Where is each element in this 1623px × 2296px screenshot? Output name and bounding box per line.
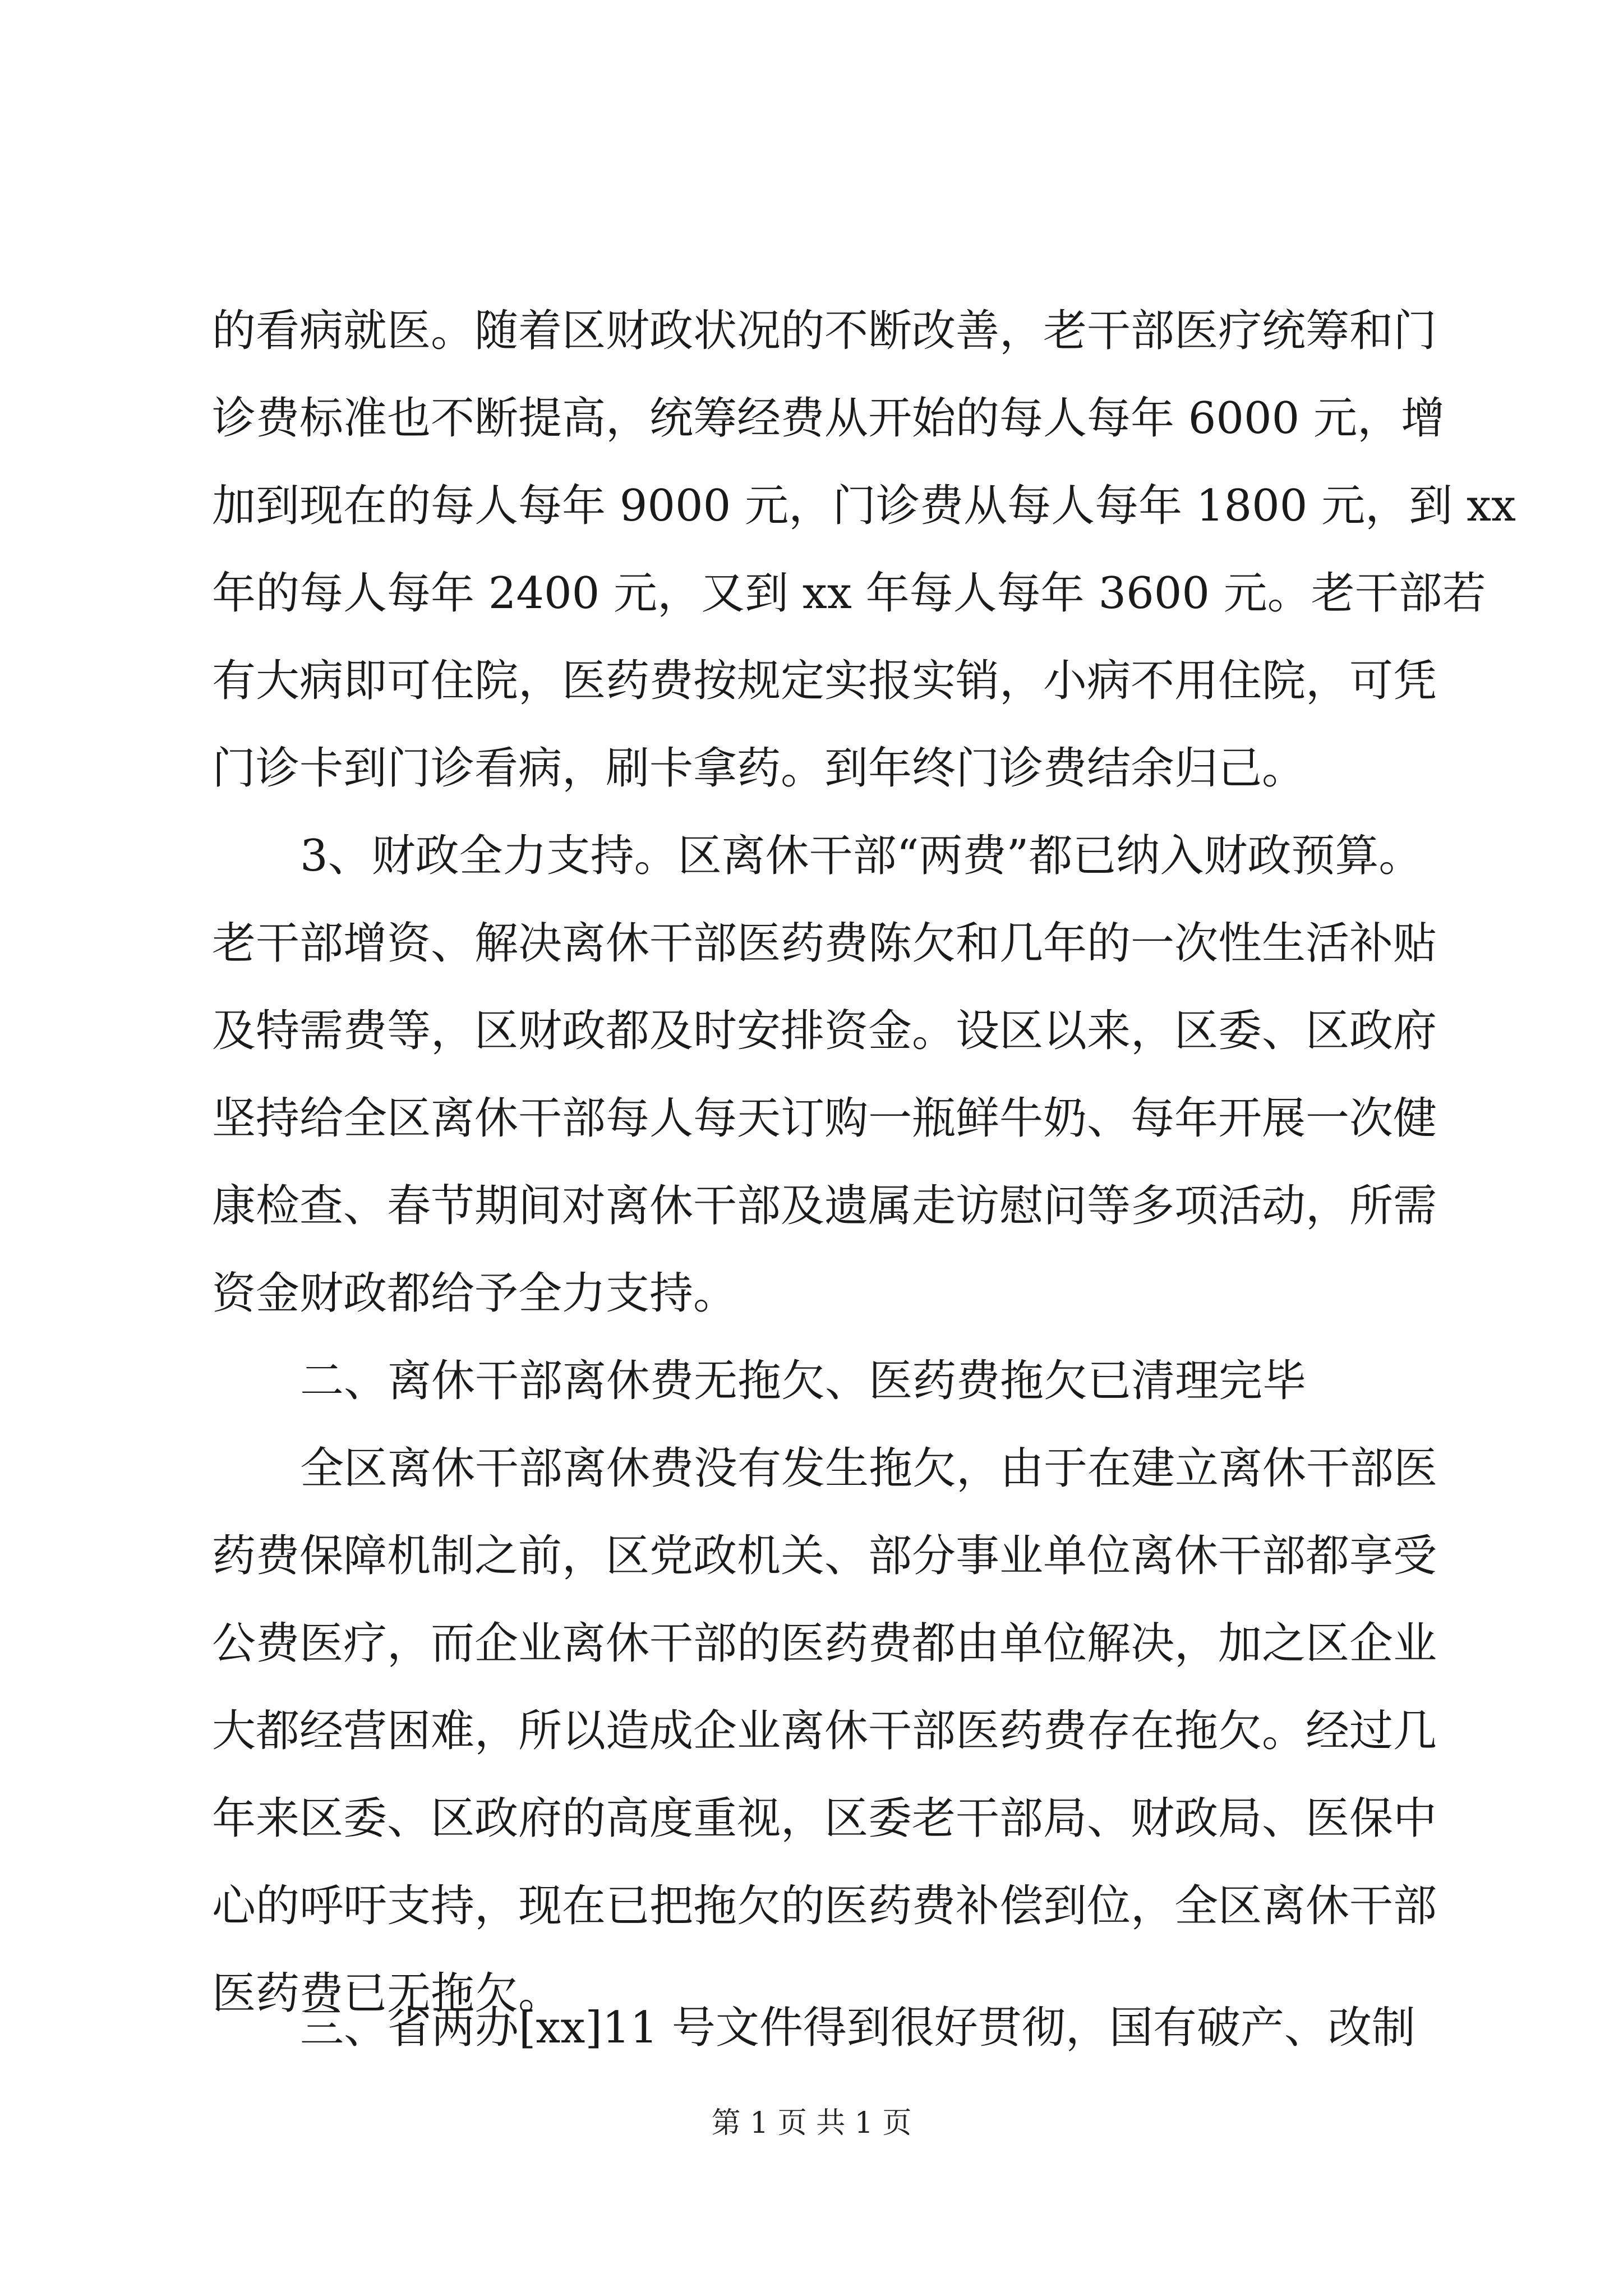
section-2-heading: 二、离休干部离休费无拖欠、医药费拖欠已清理完毕	[300, 1356, 1307, 1406]
body-line-6: 门诊卡到门诊看病，刷卡拿药。到年终门诊费结余归己。	[212, 743, 1306, 794]
body-line-16: 公费医疗，而企业离休干部的医药费都由单位解决，加之区企业	[212, 1618, 1437, 1669]
page-footer: 第 1 页 共 1 页	[711, 2106, 912, 2140]
body-line-20: 医药费已无拖欠。	[212, 1968, 562, 2019]
body-line-8: 老干部增资、解决离休干部医药费陈欠和几年的一次性生活补贴	[212, 918, 1437, 969]
body-line-19: 心的呼吁支持，现在已把拖欠的医药费补偿到位，全区离休干部	[212, 1881, 1437, 1931]
body-line-1: 的看病就医。随着区财政状况的不断改善，老干部医疗统筹和门	[212, 306, 1437, 356]
body-line-2: 诊费标准也不断提高，统筹经费从开始的每人每年 6000 元，增	[212, 393, 1445, 444]
body-line-15: 药费保障机制之前，区党政机关、部分事业单位离休干部都享受	[212, 1531, 1437, 1581]
body-line-14: 全区离休干部离休费没有发生拖欠，由于在建立离休干部医	[300, 1443, 1438, 1494]
body-line-5: 有大病即可住院，医药费按规定实报实销，小病不用住院，可凭	[212, 656, 1437, 706]
body-line-18: 年来区委、区政府的高度重视，区委老干部局、财政局、医保中	[212, 1793, 1437, 1844]
body-line-9: 及特需费等，区财政都及时安排资金。设区以来，区委、区政府	[212, 1006, 1437, 1056]
body-line-11: 康检查、春节期间对离休干部及遗属走访慰问等多项活动，所需	[212, 1181, 1437, 1231]
section-3-heading-line: 3、财政全力支持。区离休干部“两费”都已纳入财政预算。	[300, 831, 1423, 881]
body-line-3: 加到现在的每人每年 9000 元，门诊费从每人每年 1800 元，到 xx	[212, 481, 1516, 531]
body-line-17: 大都经营困难，所以造成企业离休干部医药费存在拖欠。经过几	[212, 1706, 1437, 1756]
section-three-heading: 三、省两办[xx]11 号文件得到很好贯彻，国有破产、改制	[300, 2003, 1415, 2053]
body-line-4: 年的每人每年 2400 元，又到 xx 年每人每年 3600 元。老干部若	[212, 568, 1486, 619]
body-line-10: 坚持给全区离休干部每人每天订购一瓶鲜牛奶、每年开展一次健	[212, 1093, 1437, 1144]
body-line-12: 资金财政都给予全力支持。	[212, 1268, 737, 1319]
